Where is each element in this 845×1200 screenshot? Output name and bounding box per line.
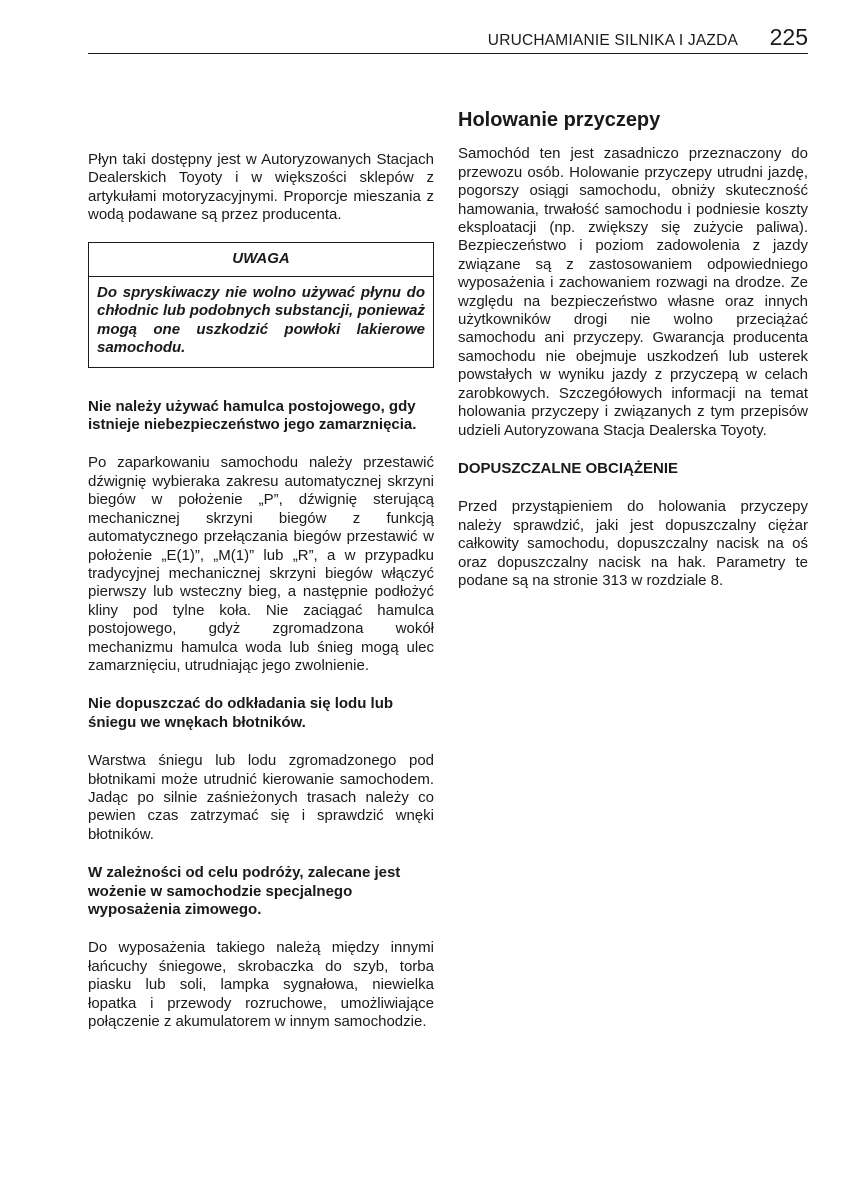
warning-title: UWAGA (89, 243, 433, 277)
fender-ice-paragraph: Warstwa śniegu lub lodu zgromadzonego pod błotnikami może utrudnić kierowanie samochodem. Jadąc po silnie zaśnieżonych trasach należy co pewien czas zatrzymać się i sprawdzić wnęki błotników. (88, 752, 434, 843)
parking-brake-heading: Nie należy używać hamulca postojowego, gdy istnieje niebezpieczeństwo jego zamarznięcia. (88, 397, 417, 434)
chapter-title: URUCHAMIANIE SILNIKA I JAZDA (487, 32, 738, 49)
page-header (88, 26, 808, 54)
fender-ice-heading: Nie dopuszczać do odkładania się lodu lub śniegu we wnękach błotników. (88, 695, 394, 731)
winter-equipment-paragraph: Do wyposażenia takiego należą między innymi łańcuchy śniegowe, skrobaczka do szyb, torba piasku lub soli, lampka sygnałowa, niewielka łopatka i przewody rozruchowe, umożliwiające połączenie z akumulatorem w innym samochodzie. (88, 939, 434, 1031)
warning-text: Do spryskiwaczy nie wolno używać płynu do chłodnic lub podobnych substancji, ponieważ mogą one uszkodzić powłoki lakierowe samochodu. (97, 284, 425, 357)
page-number: 225 (769, 24, 808, 50)
right-column (458, 111, 808, 590)
parking-brake-paragraph: Po zaparkowaniu samochodu należy przestawić dźwignię wybieraka zakresu automatycznej skrzyni biegów w położenie „P”, dźwignię sterującą mechanicznej skrzyni biegów z funkcją automatycznego przełączania biegów przestawić w położenie „E(1)”, „M(1)” lub „R”, a w przypadku tradycyjnej mechanicznej skrzyni biegów włączyć pierwszy lub wsteczny bieg, a następnie podłożyć kliny pod tylne koła. Nie zaciągać hamulca postojowego, gdyż zgromadzona wokół mechanizmu hamulca woda lub śnieg mogą ulec zamarznięciu, utrudniając jego zwolnienie. (88, 454, 434, 674)
load-limit-heading: DOPUSZCZALNE OBCIĄŻENIE (458, 459, 679, 477)
left-column (88, 151, 434, 1031)
section-title: Holowanie przyczepy (458, 109, 661, 131)
winter-equipment-heading: W zależności od celu podróży, zalecane jest wożenie w samochodzie specjalnego wyposażenia zimowego. (88, 864, 401, 918)
warning-box (88, 242, 434, 368)
header-rule (88, 53, 808, 55)
trailer-paragraph: Samochód ten jest zasadniczo przeznaczony do przewozu osób. Holowanie przyczepy utrudni jazdę, pogorszy osiągi samochodu, obniży skuteczność hamowania, trwałość samochodu i podniesie koszty eksploatacji (np. zwiększy się zużycie paliwa). Bezpieczeństwo i poziom zadowolenia z jazdy związane są z zastosowaniem odpowiedniego wyposażenia i zachowaniem rozwagi na drodze. Ze względu na bezpieczeństwo własne oraz innych użytkowników drogi nie wolno przeciążać samochodu ani przyczepy. Gwarancja producenta samochodu nie obejmuje uszkodzeń lub usterek powstałych w wyniku jazdy z przyczepą w celach zarobkowych. Szczegółowych informacji na temat holowania przyczepy i związanych z tym przepisów udzieli Autoryzowana Stacja Dealerska Toyoty. (458, 145, 808, 439)
load-limit-paragraph: Przed przystąpieniem do holowania przyczepy należy sprawdzić, jaki jest dopuszczalny ciężar całkowity samochodu, dopuszczalny nacisk na oś oraz dopuszczalny nacisk na hak. Parametry te podane są na stronie 313 w rozdziale 8. (458, 498, 808, 589)
intro-paragraph: Płyn taki dostępny jest w Autoryzowanych Stacjach Dealerskich Toyoty i w większości sklepów z artykułami motoryzacyjnymi. Proporcje mieszania z wodą podawane są przez producenta. (88, 151, 434, 224)
